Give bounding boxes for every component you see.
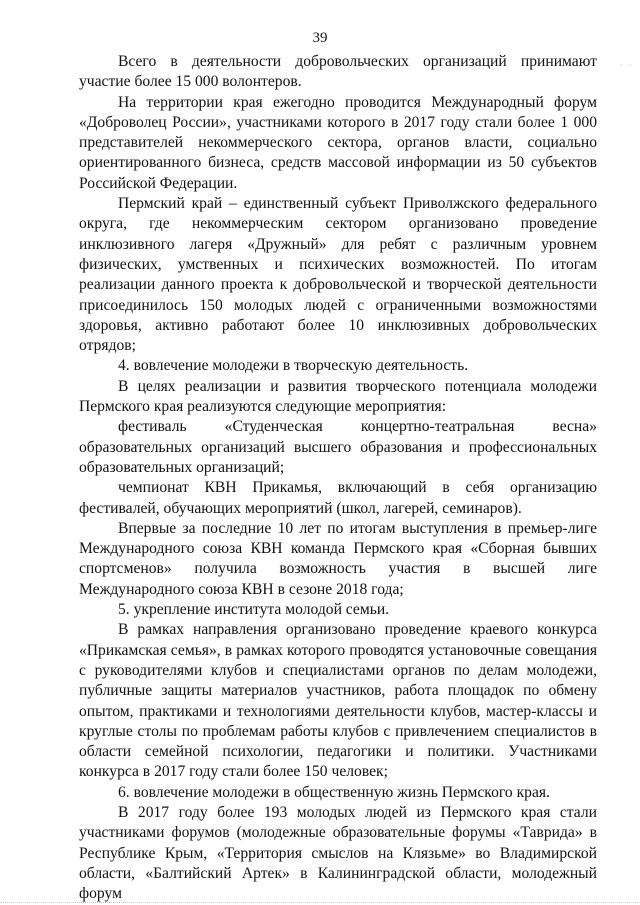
list-item-6-heading: 6. вовлечение молодежи в общественную жизнь Пермского края. <box>118 783 550 801</box>
list-item-4-heading: 4. вовлечение молодежи в творческую деятельность. <box>118 357 469 375</box>
paragraph-volunteers: Всего в деятельности добровольческих организаций принимают участие более 15 000 волонтеров. <box>79 53 597 91</box>
paragraph-student-spring-festival: фестиваль «Студенческая концертно-театральная весна» образовательных организаций высшего образования и профессиональных образовательных организаций; <box>79 418 597 476</box>
paragraph-forum-volunteer: На территории края ежегодно проводится Международный форум «Доброволец России», участниками которого в 2017 году стали более 1 000 представителей некоммерческого сектора, органов власти, социально ориентированного бизнеса, средств массовой информации из 50 субъектов Российской Федерации. <box>79 93 597 192</box>
page-number: 39 <box>312 30 328 46</box>
scan-artifact: · · <box>619 60 634 70</box>
paragraph-kvn-championship: чемпионат КВН Прикамья, включающий в себя организацию фестивалей, обучающих мероприятий (школ, лагерей, семинаров). <box>79 479 597 517</box>
list-item-5-heading: 5. укрепление института молодой семьи. <box>118 601 390 619</box>
paragraph-family-contest: В рамках направления организовано проведение краевого конкурса «Прикамская семья», в рамках которого проводятся установочные совещания с руководителями клубов и специалистами органов по делам молодежи, публичные защиты материалов участников, работа площадок по обмену опытом, практиками и технологиями деятельности клубов, мастер-классы и круглые столы по проблемам работы клубов с привлечением специалистов в области семейной психологии, педагогики и политики. Участниками конкурса в 2017 году стали более 150 человек; <box>79 621 597 781</box>
scan-bottom-edge <box>0 902 640 903</box>
paragraph-inclusive-camp: Пермский край – единственный субъект Приволжского федерального округа, где некоммерческим сектором организовано проведение инклюзивного лагеря «Дружный» для ребят с различным уровнем физических, умственных и психических возможностей. По итогам реализации данного проекта к добровольческой и творческой деятельности присоединилось 150 молодых людей с ограниченными возможностями здоровья, активно работают более 10 инклюзивных добровольческих отрядов; <box>79 195 597 355</box>
paragraph-creative-potential: В целях реализации и развития творческого потенциала молодежи Пермского края реализуются следующие мероприятия: <box>79 377 597 416</box>
paragraph-kvn-team: Впервые за последние 10 лет по итогам выступления в премьер-лиге Международного союза КВН команда Пермского края «Сборная бывших спортсменов» получила возможность участия в высшей лиге Международного союза КВН в сезоне 2018 года; <box>79 519 597 598</box>
paragraph-youth-forums: В 2017 году более 193 молодых людей из Пермского края стали участниками форумов (молодежные образовательные форумы «Таврида» в Республике Крым, «Территория смыслов на Клязьме» во Владимирской области, «Балтийский Артек» в Калининградской области, молодежный форум <box>79 803 597 903</box>
document-body <box>79 52 597 904</box>
